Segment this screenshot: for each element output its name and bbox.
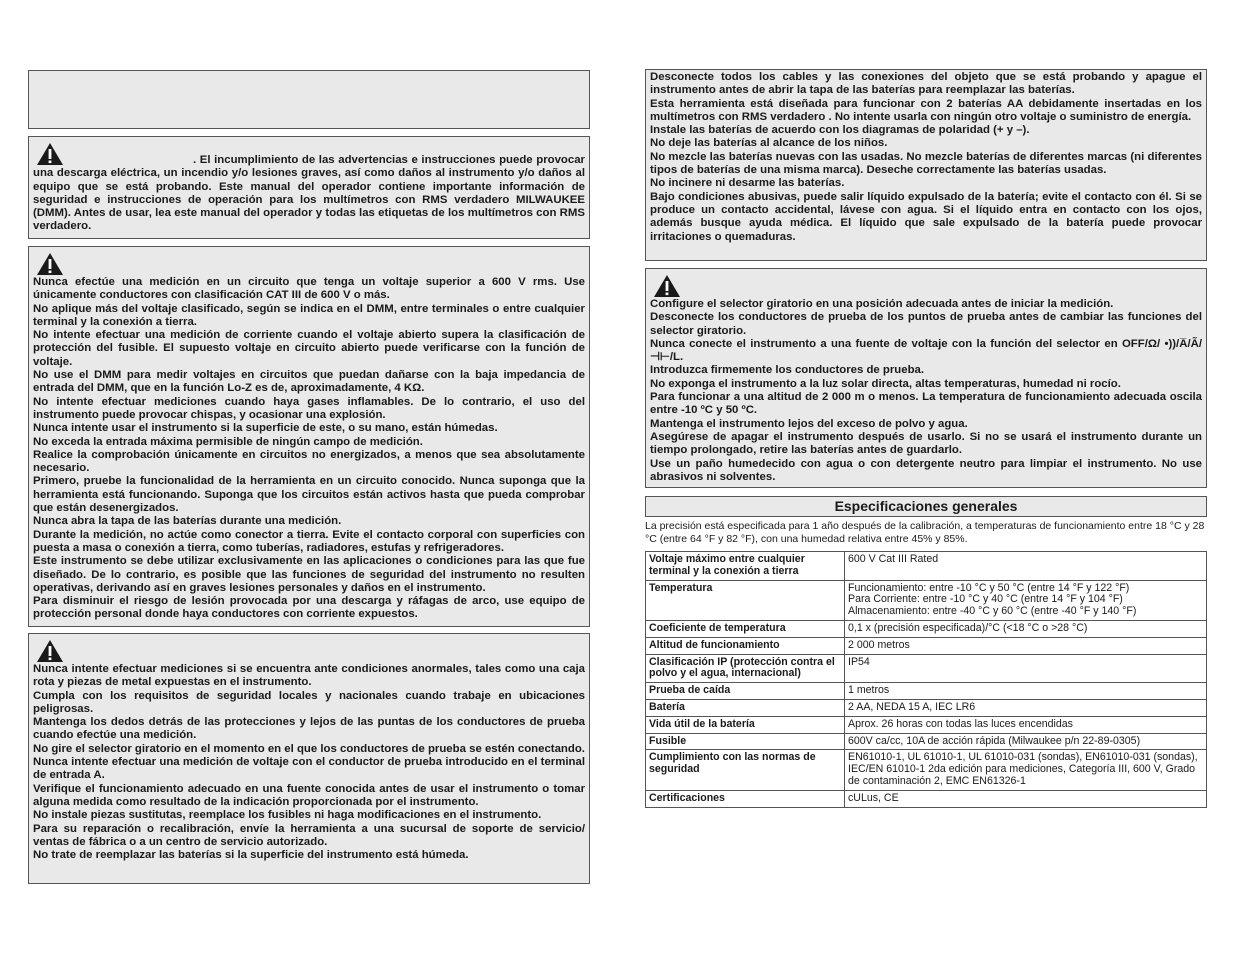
warning-item: Mantenga los dedos detrás de las protecciones y lejos de las puntas de los conductores de prueba cuando efectúe una medición. xyxy=(33,716,585,742)
warning-item: Nunca efectúe una medición en un circuito que tenga un voltaje superior a 600 V rms. Use únicamente conductores con clasificación CAT III de 600 V o más. xyxy=(33,276,585,302)
warning-item: Nunca intente efectuar una medición de voltaje con el conductor de prueba introducido en el terminal de entrada A. xyxy=(33,756,585,782)
warning-item: No mezcle las baterías nuevas con las usadas. No mezcle baterías de diferentes marcas (ni diferentes tipos de baterías de una misma marca). Deseche correctamente las baterías usadas. xyxy=(650,150,1202,177)
spec-label: Coeficiente de temperatura xyxy=(646,620,845,637)
warning-box-operation xyxy=(28,633,590,884)
spec-value: cULus, CE xyxy=(845,790,1207,807)
spec-label: Clasificación IP (protección contra el polvo y el agua, internacional) xyxy=(646,654,845,683)
warning-item: Nunca intente efectuar mediciones si se encuentra ante condiciones anormales, tales como una caja rota y piezas de metal expuestas en el instrumento. xyxy=(33,663,585,689)
table-row xyxy=(646,699,1207,716)
spec-label: Batería xyxy=(646,699,845,716)
table-row xyxy=(646,552,1207,581)
warning-item: Cumpla con los requisitos de seguridad locales y nacionales cuando trabaje en ubicaciones peligrosas. xyxy=(33,689,585,715)
spec-label: Cumplimiento con las normas de seguridad xyxy=(646,750,845,790)
warning-item: No exceda la entrada máxima permisible de ningún campo de medición. xyxy=(33,435,423,448)
warning-item: Primero, pruebe la funcionalidad de la herramienta en un circuito conocido. Nunca suponga que la herramienta está funcionando. Suponga que los circuitos están activos hasta que pueda comprobar que están desenergizados. xyxy=(33,475,585,515)
warning-item: No intente efectuar una medición de corriente cuando el voltaje abierto supera la clasificación de protección del fusible. El supuesto voltaje en circuito abierto puede verificarse con la función de voltaje. xyxy=(33,329,585,368)
caution-item: Para funcionar a una altitud de 2 000 m o menos. La temperatura de funcionamiento adecuada oscila entre -10 ºC y 50 ºC. xyxy=(650,391,1202,417)
spec-label: Fusible xyxy=(646,733,845,750)
warning-item: Bajo condiciones abusivas, puede salir líquido expulsado de la batería; evite el contacto con él. Si se produce un contacto accidental, lávese con agua. Si el líquido entra en contacto con los ojos, además busque ayuda médica. El líquido que sale expulsado de la batería puede provocar irritaciones o quemaduras. xyxy=(650,190,1202,243)
caution-item: Desconecte los conductores de prueba de los puntos de prueba antes de cambiar las funciones del selector giratorio. xyxy=(650,311,1202,337)
warning-item: No gire el selector giratorio en el momento en el que los conductores de prueba se estén conectando. xyxy=(33,742,585,755)
spec-value: Funcionamiento: entre -10 °C y 50 °C (entre 14 °F y 122 °F) Para Corriente: entre -10 °C y 40 °C (entre 14 °F y 104 °F) Almacenamiento: entre -40 °C y 60 °C (entre -40 °F y 140 °F) xyxy=(845,580,1207,620)
warning-item: Esta herramienta está diseñada para funcionar con 2 baterías AA debidamente insertadas en los multímetros con RMS verdadero . No intente usarla con ningún otro voltaje o suministro de energía. xyxy=(650,97,1202,123)
warning-box-general xyxy=(28,136,590,239)
spec-value: 1 metros xyxy=(845,683,1207,700)
warning-item: Para su reparación o recalibración, envíe la herramienta a una sucursal de soporte de servicio/ ventas de fábrica o a un centro de servicio autorizado. xyxy=(33,822,585,848)
warning-item: Durante la medición, no actúe como conector a tierra. Evite el contacto corporal con superficies con puesta a masa o conexión a tierra, como tuberías, radiadores, estufas y refrigeradores. xyxy=(33,528,585,554)
table-row xyxy=(646,580,1207,620)
title-box xyxy=(28,70,590,129)
warning-item: No intente efectuar mediciones cuando haya gases inflamables. De lo contrario, el uso del instrumento puede provocar chispas, y ocasionar una explosión. xyxy=(33,395,585,421)
spec-value: 600V ca/cc, 10A de acción rápida (Milwaukee p/n 22-89-0305) xyxy=(845,733,1207,750)
warning-item: No instale piezas sustitutas, reemplace los fusibles ni haga modificaciones en el instrumento. xyxy=(33,809,542,822)
caution-item: Asegúrese de apagar el instrumento después de usarlo. Si no se usará el instrumento durante un tiempo prolongado, retire las baterías antes de guardarlo. xyxy=(650,430,1202,457)
warning-item: Nunca intente usar el instrumento si la superficie de este, o su mano, están húmedas. xyxy=(33,422,498,435)
warning-item: Nunca abra la tapa de las baterías durante una medición. xyxy=(33,515,342,528)
caution-item: Introduzca firmemente los conductores de prueba. xyxy=(650,364,925,377)
battery-warning-box xyxy=(645,69,1207,261)
warning-item: Verifique el funcionamiento adecuado en una fuente conocida antes de usar el instrumento o tomar alguna medida como resultado de la indicación proporcionada por el instrumento. xyxy=(33,782,585,808)
specs-title: Especificaciones generales xyxy=(645,496,1207,517)
caution-item: Use un paño humedecido con agua o con detergente neutro para limpiar el instrumento. No use abrasivos ni solventes. xyxy=(650,457,1202,483)
table-row xyxy=(646,620,1207,637)
warning-intro-text: . El incumplimiento de las advertencias e instrucciones puede provocar una descarga eléctrica, un incendio y/o lesiones graves, así como daños al instrumento y/o daños al equipo que se está probando. Este manual del operador contiene importante información de seguridad e instrucciones de operación para los multímetros con RMS verdadero MILWAUKEE (DMM). Antes de usar, lea este manual del operador y todas las etiquetas de los multímetros con RMS verdadero. xyxy=(33,154,585,233)
spec-value: EN61010-1, UL 61010-1, UL 61010-031 (sondas), EN61010-031 (sondas), IEC/EN 61010-1 2da edición para mediciones, Categoría III, 600 V, Grado de contaminación 2, EMC EN61326-1 xyxy=(845,750,1207,790)
table-row xyxy=(646,750,1207,790)
warning-item: Instale las baterías de acuerdo con los diagramas de polaridad (+ y –). xyxy=(650,124,1030,137)
warning-item: Para disminuir el riesgo de lesión provocada por una descarga y ráfagas de arco, use equipo de protección personal donde haya conductores con corriente expuestos. xyxy=(33,595,585,621)
warning-item: Desconecte todos los cables y las conexiones del objeto que se está probando y apague el instrumento antes de abrir la tapa de las baterías para reemplazar las baterías. xyxy=(650,71,1202,97)
spec-label: Vida útil de la batería xyxy=(646,716,845,733)
spec-value: 600 V Cat III Rated xyxy=(845,552,1207,581)
table-row xyxy=(646,790,1207,807)
spec-label: Certificaciones xyxy=(646,790,845,807)
table-row xyxy=(646,683,1207,700)
spec-value: IP54 xyxy=(845,654,1207,683)
table-row xyxy=(646,733,1207,750)
table-row xyxy=(646,637,1207,654)
table-row xyxy=(646,654,1207,683)
warning-item: Realice la comprobación únicamente en circuitos no energizados, a menos que sea absolutamente necesario. xyxy=(33,448,585,475)
caution-item: Configure el selector giratorio en una posición adecuada antes de iniciar la medición. xyxy=(650,298,1114,310)
caution-item: Mantenga el instrumento lejos del exceso de polvo y agua. xyxy=(650,417,968,430)
spec-value: Aprox. 26 horas con todas las luces encendidas xyxy=(845,716,1207,733)
warning-item: No incinere ni desarme las baterías. xyxy=(650,177,845,190)
caution-box xyxy=(645,268,1207,488)
spec-label: Temperatura xyxy=(646,580,845,620)
spec-value: 0,1 x (precisión especificada)/°C (<18 °C o >28 °C) xyxy=(845,620,1207,637)
warning-box-electrical xyxy=(28,246,590,627)
spec-label: Voltaje máximo entre cualquier terminal y la conexión a tierra xyxy=(646,552,845,581)
warning-item: No use el DMM para medir voltajes en circuitos que puedan dañarse con la baja impedancia de entrada del DMM, que en la función Lo-Z es de, aproximadamente, 4 KΩ. xyxy=(33,369,585,395)
table-row xyxy=(646,716,1207,733)
specs-table xyxy=(645,551,1207,808)
spec-label: Prueba de caída xyxy=(646,683,845,700)
spec-value: 2 AA, NEDA 15 A, IEC LR6 xyxy=(845,699,1207,716)
warning-triangle-icon xyxy=(36,639,64,663)
specs-note: La precisión está especificada para 1 año después de la calibración, a temperaturas de funcionamiento entre 18 °C y 28 °C (entre 64 °F y 82 °F), con una humedad relativa entre 45% y 85%. xyxy=(645,520,1205,545)
caution-item: Nunca conecte el instrumento a una fuente de voltaje con la función del selector en OFF/Ω/ •))/A̅/Ã/⊣⊢/L. xyxy=(650,337,1202,364)
spec-label: Altitud de funcionamiento xyxy=(646,637,845,654)
warning-triangle-icon xyxy=(653,274,681,298)
warning-item: No deje las baterías al alcance de los niños. xyxy=(650,137,888,150)
warning-item: No trate de reemplazar las baterías si la superficie del instrumento está húmeda. xyxy=(33,849,469,862)
warning-item: No aplique más del voltaje clasificado, según se indica en el DMM, entre terminales o entre cualquier terminal y la conexión a tierra. xyxy=(33,302,585,328)
warning-item: Este instrumento se debe utilizar exclusivamente en las aplicaciones o condiciones para las que fue diseñado. De lo contrario, es posible que las funciones de seguridad del instrumento no resulten operativas, derivando así en graves lesiones personales y daños en el instrumento. xyxy=(33,555,585,594)
spec-value: 2 000 metros xyxy=(845,637,1207,654)
warning-triangle-icon xyxy=(36,252,64,276)
caution-item: No exponga el instrumento a la luz solar directa, altas temperaturas, humedad ni rocío. xyxy=(650,377,1121,390)
